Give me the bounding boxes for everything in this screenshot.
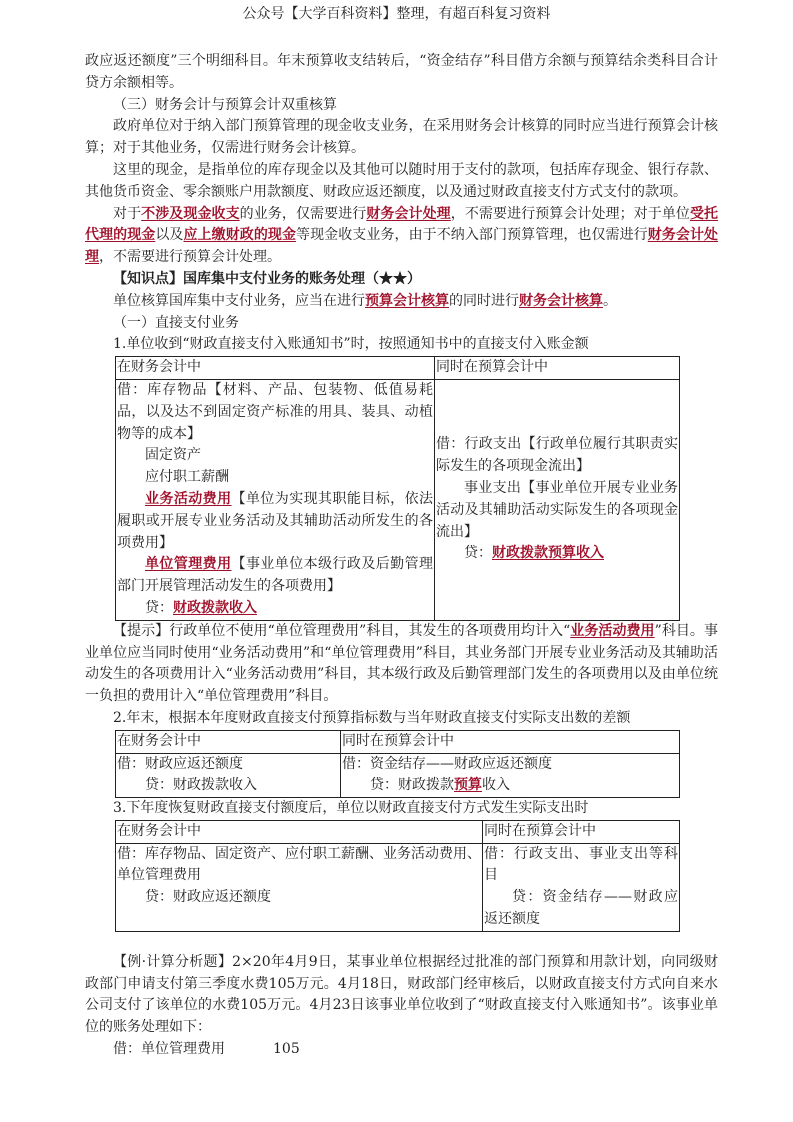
text-segment: 单位核算国库集中支付业务，应当在进行 bbox=[113, 292, 365, 309]
text-segment: ”科目。事业单位应当同时使用“业务活动费用”和“单位管理费用”科目，其业务部门开展专业业务活动及其辅助活动发生的各项费用计入“业务活动费用”科目，其本级行政及后勤管理部门发生的各项费用以及由单位统一负担的费用计入“单位管理费用”科目。 bbox=[85, 622, 718, 705]
text-segment: 借：库存物品【材料、产品、包装物、低值易耗品，以及达不到固定资产标准的用具、装具、动植物等的成本】 bbox=[117, 381, 433, 442]
document-body bbox=[85, 51, 718, 1061]
paragraph bbox=[85, 291, 718, 313]
text-segment: 固定资产 bbox=[145, 447, 201, 464]
text-segment: 贷：财政拨款 bbox=[370, 777, 454, 794]
text-segment: 以及 bbox=[155, 227, 184, 244]
text-segment: 对于 bbox=[113, 205, 142, 222]
entry-line bbox=[117, 754, 339, 776]
table-header-row bbox=[116, 730, 680, 753]
text-segment: 政应返还额度”三个明细科目。年末预算收支结转后，“资金结存”科目借方余额与预算结余类科目合计贷方余额相等。 bbox=[85, 53, 718, 91]
text-segment: 。 bbox=[603, 292, 617, 309]
table-header-cell: 同时在预算会计中 bbox=[483, 820, 680, 843]
entry-line bbox=[117, 887, 481, 909]
entry-line bbox=[484, 887, 678, 931]
table-row bbox=[116, 843, 680, 931]
step-heading: 3.下年度恢复财政直接支付额度后，单位以财政直接支付方式发生实际支出时 bbox=[113, 800, 589, 817]
highlighted-term: 财务会计处理 bbox=[366, 205, 451, 222]
highlighted-term: 业务活动费用 bbox=[570, 622, 655, 639]
entry-table-1 bbox=[115, 356, 680, 621]
text-segment: 借：财政应返还额度 bbox=[117, 755, 243, 772]
highlighted-term: 业务活动费用 bbox=[145, 490, 232, 507]
budget-accounting-cell bbox=[341, 753, 680, 798]
entry-line bbox=[342, 775, 678, 797]
highlighted-term: 财务会计处理 bbox=[85, 227, 719, 266]
text-segment: 贷： bbox=[145, 599, 173, 616]
text-segment: 借：库存物品、固定资产、应付职工薪酬、业务活动费用、单位管理费用 bbox=[117, 845, 481, 884]
budget-accounting-cell bbox=[435, 379, 680, 620]
paragraph bbox=[85, 51, 718, 95]
text-segment: ，不需要进行预算会计处理；对于单位 bbox=[450, 205, 690, 222]
table-header-cell: 在财务会计中 bbox=[116, 357, 435, 380]
entry-amount: 105 bbox=[273, 1041, 300, 1058]
subsection-heading: （一）直接支付业务 bbox=[113, 314, 239, 331]
entry-line bbox=[117, 844, 481, 888]
table-header-row bbox=[116, 820, 680, 843]
highlighted-term: 不涉及现金收支 bbox=[141, 205, 240, 222]
highlighted-term: 财政拨款收入 bbox=[173, 599, 257, 616]
entry-table-3 bbox=[115, 820, 680, 932]
text-segment: 等现金收支业务，由于不纳入部门预算管理，也仅需进行 bbox=[296, 227, 648, 244]
table-header-cell: 同时在预算会计中 bbox=[341, 730, 680, 753]
journal-entry bbox=[85, 1039, 718, 1061]
entry-line bbox=[436, 434, 678, 478]
example-paragraph bbox=[85, 952, 718, 1039]
text-segment: 的同时进行 bbox=[449, 292, 519, 309]
text-segment: 的业务，仅需要进行 bbox=[239, 205, 367, 222]
highlighted-term: 预算会计核算 bbox=[365, 292, 449, 309]
table-row bbox=[116, 753, 680, 798]
table-header-cell: 在财务会计中 bbox=[116, 820, 483, 843]
text-segment: 这里的现金，是指单位的库存现金以及其他可以随时用于支付的款项，包括库存现金、银行存款、其他货币资金、零余额账户用款额度、财政应返还额度，以及通过财政直接支付方式支付的款项。 bbox=[85, 161, 718, 200]
text-segment: 贷：财政拨款收入 bbox=[145, 777, 257, 794]
table-header-cell: 同时在预算会计中 bbox=[435, 357, 680, 380]
entry-table-2 bbox=[115, 730, 680, 798]
entry-line bbox=[436, 543, 678, 565]
tip-paragraph bbox=[85, 621, 718, 708]
entry-line bbox=[436, 478, 678, 543]
text-segment: 【单位为实现其职能目标，依法履职或开展专业业务活动及其辅助活动所发生的各项费用】 bbox=[117, 490, 434, 551]
financial-accounting-cell bbox=[116, 843, 483, 931]
table-header-row bbox=[116, 357, 680, 380]
text-segment: 事业支出【事业单位开展专业业务活动及其辅助活动实际发生的各项现金流出】 bbox=[436, 480, 678, 540]
entry-line bbox=[484, 844, 678, 888]
section-heading: （三）财务会计与预算会计双重核算 bbox=[113, 96, 337, 113]
entry-line bbox=[117, 380, 433, 445]
text-segment: 贷： bbox=[464, 545, 492, 562]
highlighted-term: 财政拨款预算收入 bbox=[492, 545, 604, 562]
highlighted-term: 预算 bbox=[454, 777, 482, 794]
entry-account: 借：单位管理费用 bbox=[113, 1041, 225, 1058]
text-segment: 贷：财政应返还额度 bbox=[145, 889, 271, 906]
step-heading: 1.单位收到“财政直接支付入账通知书”时，按照通知书中的直接支付入账金额 bbox=[113, 336, 589, 353]
page-header: 公众号【大学百科资料】整理，有超百科复习资料 bbox=[242, 6, 551, 22]
entry-line bbox=[117, 467, 433, 489]
text-segment: ，不需要进行预算会计处理。 bbox=[99, 249, 281, 266]
financial-accounting-cell bbox=[116, 753, 341, 798]
entry-line bbox=[117, 445, 433, 467]
text-segment: 【提示】行政单位不使用“单位管理费用”科目，其发生的各项费用均计入“ bbox=[113, 622, 571, 639]
entry-line bbox=[117, 598, 433, 620]
entry-line bbox=[342, 754, 678, 776]
text-segment: 借：行政支出【行政单位履行其职责实际发生的各项现金流出】 bbox=[436, 436, 678, 475]
knowledge-point-heading: 【知识点】国库集中支付业务的账务处理（★★） bbox=[113, 270, 421, 287]
financial-accounting-cell bbox=[116, 379, 435, 620]
highlighted-term: 财务会计核算 bbox=[519, 292, 603, 309]
paragraph bbox=[85, 160, 718, 204]
budget-accounting-cell bbox=[483, 843, 680, 931]
text-segment: 政府单位对于纳入部门预算管理的现金收支业务，在采用财务会计核算的同时应当进行预算会计核算；对于其他业务，仅需进行财务会计核算。 bbox=[85, 118, 718, 157]
paragraph bbox=[85, 116, 718, 160]
text-segment: 应付职工薪酬 bbox=[145, 469, 229, 486]
highlighted-term: 单位管理费用 bbox=[145, 556, 232, 573]
text-segment: 【例·计算分析题】2×20年4月9日，某事业单位根据经过批准的部门预算和用款计划，向同级财政部门申请支付第三季度水费105万元。4月18日，财政部门经审核后，以财政直接支付方式向自来水公司支付了该单位的水费105万元。4月23日该事业单位收到了“财政直接支付入账通知书”。该事业单位的账务处理如下： bbox=[85, 953, 718, 1036]
table-header-cell: 在财务会计中 bbox=[116, 730, 341, 753]
step-heading: 2.年末，根据本年度财政直接支付预算指标数与当年财政直接支付实际支出数的差额 bbox=[113, 709, 631, 726]
entry-line bbox=[117, 775, 339, 797]
text-segment: 借：资金结存——财政应返还额度 bbox=[342, 755, 552, 772]
entry-line bbox=[117, 554, 433, 598]
highlighted-term: 受托代理的现金 bbox=[85, 205, 719, 244]
entry-line bbox=[117, 489, 433, 554]
table-row bbox=[116, 379, 680, 620]
text-segment: 收入 bbox=[482, 777, 510, 794]
text-segment: 借：行政支出、事业支出等科目 bbox=[484, 845, 678, 884]
paragraph bbox=[85, 204, 718, 269]
text-segment: 【事业单位本级行政及后勤管理部门开展管理活动发生的各项费用】 bbox=[117, 556, 434, 595]
highlighted-term: 应上缴财政的现金 bbox=[183, 227, 297, 244]
text-segment: 贷：资金结存——财政应返还额度 bbox=[484, 889, 678, 928]
